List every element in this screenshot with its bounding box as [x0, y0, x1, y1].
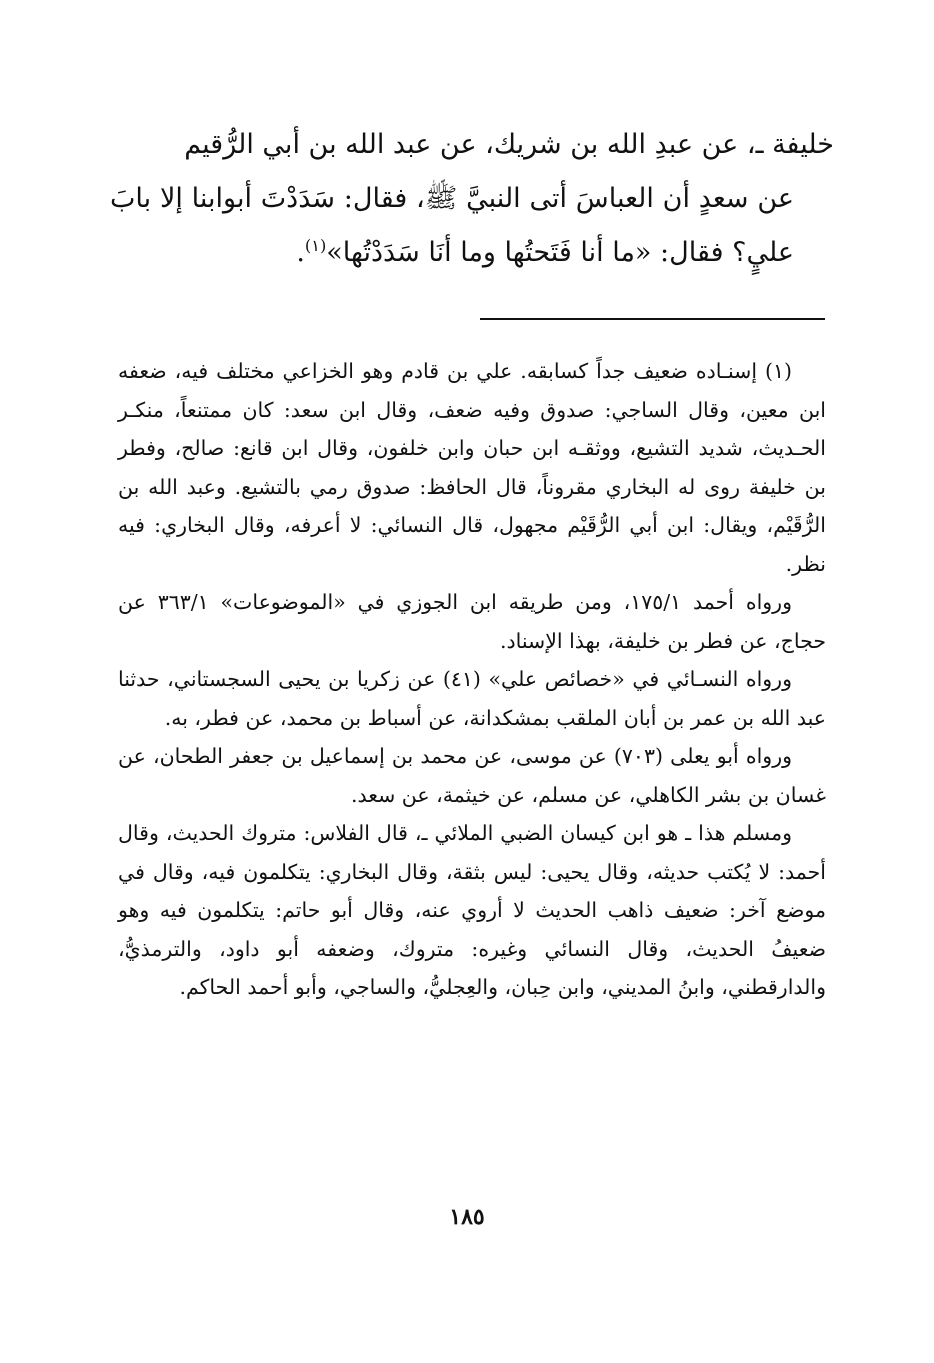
footnotes	[118, 352, 826, 1007]
footnote-text-4: ورواه أبو يعلى (٧٠٣) عن موسى، عن محمد بن إسماعيل بن جعفر الطحان، عن غسان بن بشر الكاهلي، عن مسلم، عن خيثمة، عن سعد.	[118, 744, 826, 807]
footnote-paragraph-1	[118, 352, 826, 583]
footnote-paragraph-5	[118, 814, 826, 1007]
footnote-text-3: ورواه النسـائي في «خصائص علي» (٤١) عن زكريا بن يحيى السجستاني، حدثنا عبد الله بن عمر بن أبان الملقب بمشكدانة، عن أسباط بن محمد، عن فطر، به.	[118, 667, 826, 730]
footnote-reference: (١)	[304, 236, 327, 255]
main-line-1: خليفة ـ، عن عبدِ الله بن شريك، عن عبد الله بن أبي الرُّقيم	[184, 129, 834, 160]
page-number: ١٨٥	[449, 1204, 485, 1230]
footnote-paragraph-2	[118, 583, 826, 660]
footnote-divider	[480, 318, 825, 320]
footnote-paragraph-4	[118, 737, 826, 814]
main-paragraph: عن سعدٍ أن العباسَ أتى النبيَّ ﷺ، فقال: سَدَدْتَ أبوابنا إلا بابَ عليٍ؟ فقال: «ما أنا فَتَحتُها وما أنَا سَدَدْتُها»$^{(١)}$.	[110, 183, 794, 268]
footnote-text-5: ومسلم هذا ـ هو ابن كيسان الضبي الملائي ـ، قال الفلاس: متروك الحديث، وقال أحمد: لا يُكتب حديثه، وقال يحيى: ليس بثقة، وقال البخاري: يتكلمون فيه، وقال في موضع آخر: ضعيف ذاهب الحديث لا أروي عنه، وقال أبو حاتم: يتكلمون فيه وهو ضعيفُ الحديث، وقال النسائي وغيره: متروك، وضعفه أبو داود، والترمذيُّ، والدارقطني، وابنُ المديني، وابن حِبان، والعِجليُّ، والساجي، وأبو أحمد الحاكم.	[118, 821, 826, 999]
footnote-paragraph-3	[118, 660, 826, 737]
main-paragraph-text: عن سعدٍ أن العباسَ أتى النبيَّ ﷺ، فقال: سَدَدْتَ أبوابنا إلا بابَ عليٍ؟ فقال: «ما أنا فَتَحتُها وما أنَا سَدَدْتُها»	[110, 183, 794, 268]
footnote-text-1: (١) إسنـاده ضعيف جداً كسابقه. علي بن قادم وهو الخزاعي مختلف فيه، ضعفه ابن معين، وقال الساجي: صدوق وفيه ضعف، وقال ابن سعد: كان ممتنعاً، منكـر الحـديث، شديد التشيع، ووثقـه ابن حبان وابن خلفون، وقال ابن قانع: صالح، وفطر بن خليفة روى له البخاري مقروناً، قال الحافظ: صدوق رمي بالتشيع. وعبد الله بن الرُّقَيْم، ويقال: ابن أبي الرُّقَيْم مجهول، قال النسائي: لا أعرفه، وقال البخاري: فيه نظر.	[118, 359, 826, 576]
main-text	[110, 118, 834, 280]
footnote-text-2: ورواه أحمد ١٧٥/١، ومن طريقه ابن الجوزي في «الموضوعات» ٣٦٣/١ عن حجاج، عن فطر بن خليفة، بهذا الإسناد.	[118, 590, 826, 653]
